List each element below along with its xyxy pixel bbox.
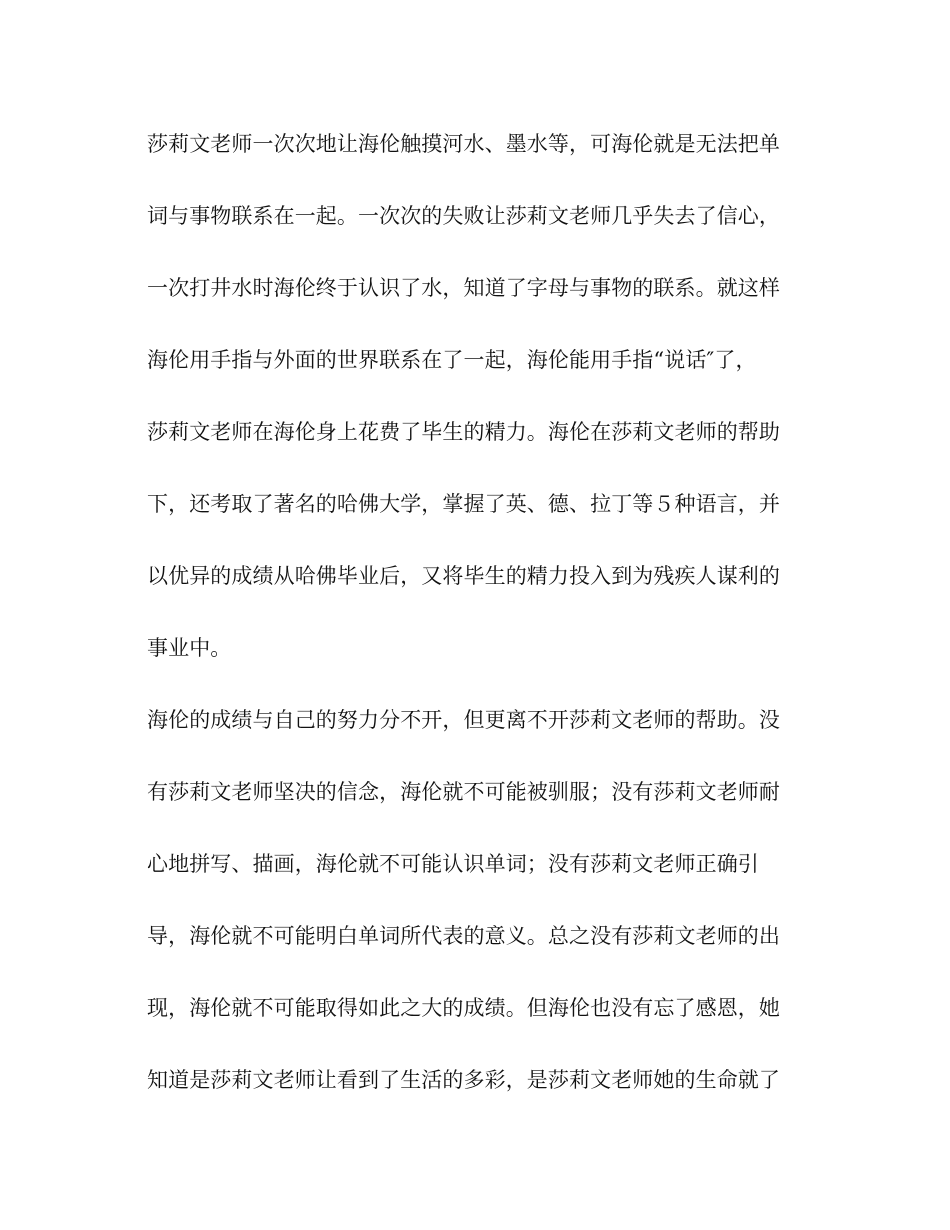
text-line-14: 知道是莎莉文老师让看到了生活的多彩，是莎莉文老师她的生命就了 (147, 1068, 780, 1092)
text-line-12: 导，海伦就不可能明白单词所代表的意义。总之没有莎莉文老师的出 (147, 924, 780, 948)
text-line-10: 有莎莉文老师坚决的信念，海伦就不可能被驯服；没有莎莉文老师耐 (147, 780, 780, 804)
text-line-11: 心地拼写、描画，海伦就不可能认识单词；没有莎莉文老师正确引 (147, 852, 759, 876)
text-line-2: 词与事物联系在一起。一次次的失败让莎莉文老师几乎失去了信心， (147, 204, 780, 228)
text-line-8: 事业中。 (147, 636, 232, 660)
text-line-6: 下，还考取了著名的哈佛大学，掌握了英、德、拉丁等５种语言，并 (147, 492, 780, 516)
text-line-13: 现，海伦就不可能取得如此之大的成绩。但海伦也没有忘了感恩，她 (147, 996, 780, 1020)
text-line-3: 一次打井水时海伦终于认识了水，知道了字母与事物的联系。就这样 (147, 276, 780, 300)
text-line-4: 海伦用手指与外面的世界联系在了一起，海伦能用手指“说话″了， (147, 348, 757, 372)
text-line-1: 莎莉文老师一次次地让海伦触摸河水、墨水等，可海伦就是无法把单 (147, 132, 780, 156)
text-line-5: 莎莉文老师在海伦身上花费了毕生的精力。海伦在莎莉文老师的帮助 (147, 420, 780, 444)
text-line-7: 以优异的成绩从哈佛毕业后，又将毕生的精力投入到为残疾人谋利的 (147, 564, 780, 588)
text-line-9: 海伦的成绩与自己的努力分不开，但更离不开莎莉文老师的帮助。没 (147, 708, 780, 732)
